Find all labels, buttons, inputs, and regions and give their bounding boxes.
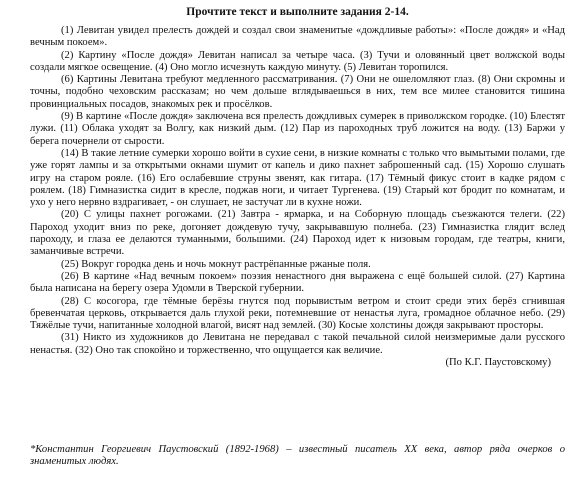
paragraph: (6) Картины Левитана требуют медленного рассматривания. (7) Они не ошеломляют глаз. (8) Они скромны и точны, подобно чеховским рассказам; но чем дольше вглядываешься в них, тем все милее становится тишина провинциальных посадов, знакомых рек и просёлков. <box>30 74 565 110</box>
footnote: *Константин Георгиевич Паустовский (1892-1968) – известный писатель XX века, автор ряда очерков о знаменитых людях. <box>30 444 565 468</box>
paragraph: (31) Никто из художников до Левитана не передавал с такой печальной силой неизмеримые дали русского ненастья. (32) Оно так спокойно и торжественно, что ощущается как величие. <box>30 332 565 356</box>
paragraph: (26) В картине «Над вечным покоем» поэзия ненастного дня выражена с ещё большей силой. (27) Картина была написана на берегу озера Удомли в Тверской губернии. <box>30 270 565 295</box>
paragraph: (9) В картине «После дождя» заключена вся прелесть дождливых сумерек в приволжском городке. (10) Блестят лужи. (11) Облака уходят за Волгу, как низкий дым. (12) Пар из пароходных труб ложится на воду. (13) Баржи у берега почернели от сырости. <box>30 111 565 147</box>
attribution: (По К.Г. Паустовскому) <box>445 357 551 369</box>
paragraph: (25) Вокруг городка день и ночь мокнут растрёпанные ржаные поля. <box>61 258 371 270</box>
text-body <box>30 25 565 369</box>
paragraph: (20) С улицы пахнет рогожами. (21) Завтра - ярмарка, и на Соборную площадь съезжаются телеги. (22) Пароход уходит вниз по реке, догоняет дождевую тучу, закрывавшую полнеба. (23) Гимназистка глядит вслед пароходу, и глаза ее делаются туманными, большими. (24) Пароход идет к низовым городам, где театры, книги, заманчивые встречи. <box>30 209 565 258</box>
page-title: Прочтите текст и выполните задания 2-14. <box>186 6 409 18</box>
paragraph: (14) В такие летние сумерки хорошо войти в сухие сени, в низкие комнаты с только что вымытыми полами, где уже горят лампы и за открытыми окнами шумит от капель и дико пахнет заброшенный сад. (15) Хорошо слушать игру на старом рояле. (16) Его ослабевшие струны звенят, как гитара. (17) Тёмный фикус стоит в кадке рядом с роялем. (18) Гимназистка сидит в кресле, поджав ноги, и читает Тургенева. (19) Старый кот бродит по комнатам, и ухо у него нервно вздрагивает, - он слушает, не застучат ли в кухне ножи. <box>30 147 565 209</box>
paragraph: (28) С косогора, где тёмные берёзы гнутся под порывистым ветром и стоит среди этих берёз сгнившая бревенчатая церковь, открывается даль глухой реки, потемневшие от ненастья луга, громадное облачное небо. (29) Тяжёлые тучи, напитанные холодной влагой, висят над землей. (30) Косые холстины дождя закрывают просторы. <box>30 295 565 332</box>
paragraph: (2) Картину «После дождя» Левитан написал за четыре часа. (3) Тучи и оловянный цвет волжской воды создали мягкое освещение. (4) Оно могло исчезнуть каждую минуту. (5) Левитан торопился. <box>30 49 565 73</box>
paragraph: (1) Левитан увидел прелесть дождей и создал свои знаменитые «дождливые работы»: «После дождя» и «Над вечным покоем». <box>30 25 565 49</box>
